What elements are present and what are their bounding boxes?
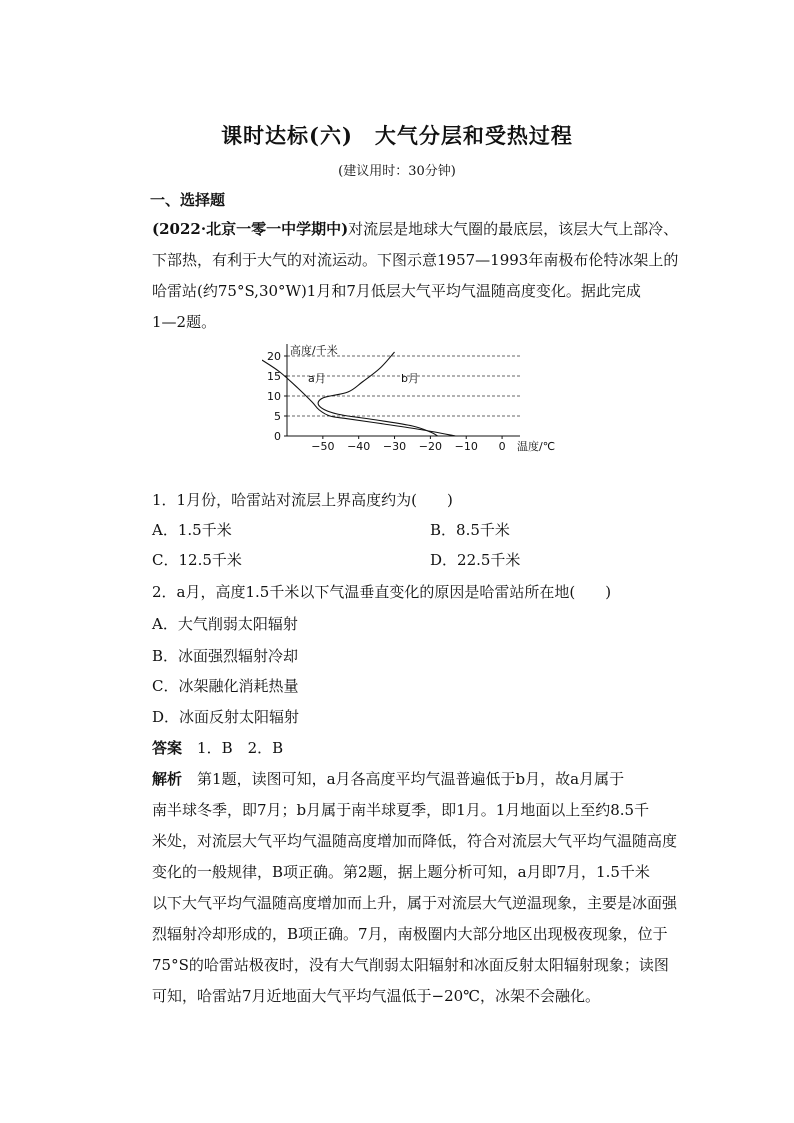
question-1-option-a[interactable] [152, 519, 232, 540]
question-1-option-b[interactable] [430, 519, 510, 540]
option-key: B． [152, 647, 179, 665]
temperature-height-chart [262, 340, 572, 460]
question-2-option-c[interactable] [152, 675, 299, 696]
series-label-a: a月 [308, 372, 326, 385]
x-tick-label: −20 [418, 440, 442, 453]
option-key: C． [152, 677, 179, 695]
option-key: C． [152, 551, 179, 569]
question-1-option-d[interactable] [430, 549, 520, 570]
option-text: 12.5千米 [178, 551, 242, 569]
series-label-b: b月 [401, 372, 419, 385]
intro-line-1-text: 对流层是地球大气圈的最底层，该层大气上部冷、 [348, 220, 679, 238]
option-text: 冰面强烈辐射冷却 [178, 647, 299, 665]
page-title: 课时达标(六) 大气分层和受热过程 [221, 123, 573, 148]
intro-line-1 [152, 214, 679, 245]
option-key: A． [152, 615, 178, 633]
series-line-a [262, 360, 456, 436]
question-2-option-b[interactable] [152, 645, 298, 666]
option-text: 冰架融化消耗热量 [178, 677, 299, 695]
explanation-line-5: 以下大气平均气温随高度增加而上升，属于对流层大气逆温现象，主要是冰面强 [152, 894, 678, 912]
x-tick-label: −50 [311, 440, 335, 453]
x-tick-label: −40 [347, 440, 371, 453]
x-tick-label: −10 [454, 440, 478, 453]
source-tag: (2022·北京一零一中学期中) [152, 220, 349, 238]
chart-gridlines [287, 356, 520, 416]
option-text: 8.5千米 [456, 521, 510, 539]
explanation-line-3: 米处，对流层大气平均气温随高度增加而降低，符合对流层大气平均气温随高度 [152, 832, 678, 850]
question-1-stem: 1．1月份，哈雷站对流层上界高度约为( ) [152, 491, 453, 509]
y-tick-label: 15 [267, 370, 281, 383]
question-2-option-a[interactable] [152, 613, 298, 634]
answer-label: 答案 [152, 739, 183, 757]
option-key: D． [152, 708, 180, 726]
chart-series [262, 352, 456, 436]
x-tick-label: 0 [498, 440, 506, 453]
question-2-stem: 2．a月，高度1.5千米以下气温垂直变化的原因是哈雷站所在地( ) [152, 583, 612, 601]
x-axis-label: 温度/℃ [517, 440, 556, 453]
explanation-label: 解析 [152, 770, 183, 788]
intro-line-4: 1—2题。 [152, 313, 217, 331]
explanation-line-6: 烈辐射冷却形成的，B项正确。7月，南极圈内大部分地区出现极夜现象，位于 [152, 925, 668, 943]
explanation-line-1-text: 第1题，读图可知，a月各高度平均气温普遍低于b月，故a月属于 [197, 770, 625, 788]
intro-line-2: 下部热，有利于大气的对流运动。下图示意1957—1993年南极布伦特冰架上的 [152, 251, 679, 269]
answer-text: 1．B 2．B [197, 739, 284, 757]
y-tick-label: 5 [274, 410, 281, 423]
x-tick-label: −30 [382, 440, 407, 453]
option-text: 22.5千米 [457, 551, 521, 569]
option-key: A． [152, 521, 178, 539]
y-tick-label: 20 [267, 350, 281, 363]
explanation-line-4: 变化的一般规律，B项正确。第2题，据上题分析可知，a月即7月，1.5千米 [152, 863, 650, 881]
option-text: 1.5千米 [177, 521, 232, 539]
suggested-time: (建议用时：30分钟) [338, 164, 456, 179]
option-text: 大气削弱太阳辐射 [177, 615, 298, 633]
explanation-line-1 [152, 764, 654, 795]
y-axis-label: 高度/千米 [290, 344, 338, 357]
explanation-line-2: 南半球冬季，即7月；b月属于南半球夏季，即1月。1月地面以上至约8.5千 [152, 801, 650, 819]
explanation-line-8: 可知，哈雷站7月近地面大气平均气温低于−20℃，冰架不会融化。 [152, 987, 600, 1005]
option-key: D． [430, 551, 458, 569]
y-tick-label: 0 [274, 430, 281, 443]
option-key: B． [430, 521, 457, 539]
question-2-option-d[interactable] [152, 706, 299, 727]
explanation-line-7: 75°S的哈雷站极夜时，没有大气削弱太阳辐射和冰面反射太阳辐射现象；读图 [152, 956, 669, 974]
intro-paragraph [152, 214, 679, 338]
chart-ticks [267, 350, 506, 453]
intro-line-3: 哈雷站(约75°S,30°W)1月和7月低层大气平均气温随高度变化。据此完成 [152, 282, 641, 300]
question-1-option-c[interactable] [152, 549, 242, 570]
section-heading: 一、选择题 [150, 191, 226, 209]
answer-line [152, 737, 283, 758]
chart-axes [287, 344, 520, 436]
y-tick-label: 10 [267, 390, 281, 403]
explanation-paragraph [152, 764, 678, 1012]
option-text: 冰面反射太阳辐射 [179, 708, 300, 726]
